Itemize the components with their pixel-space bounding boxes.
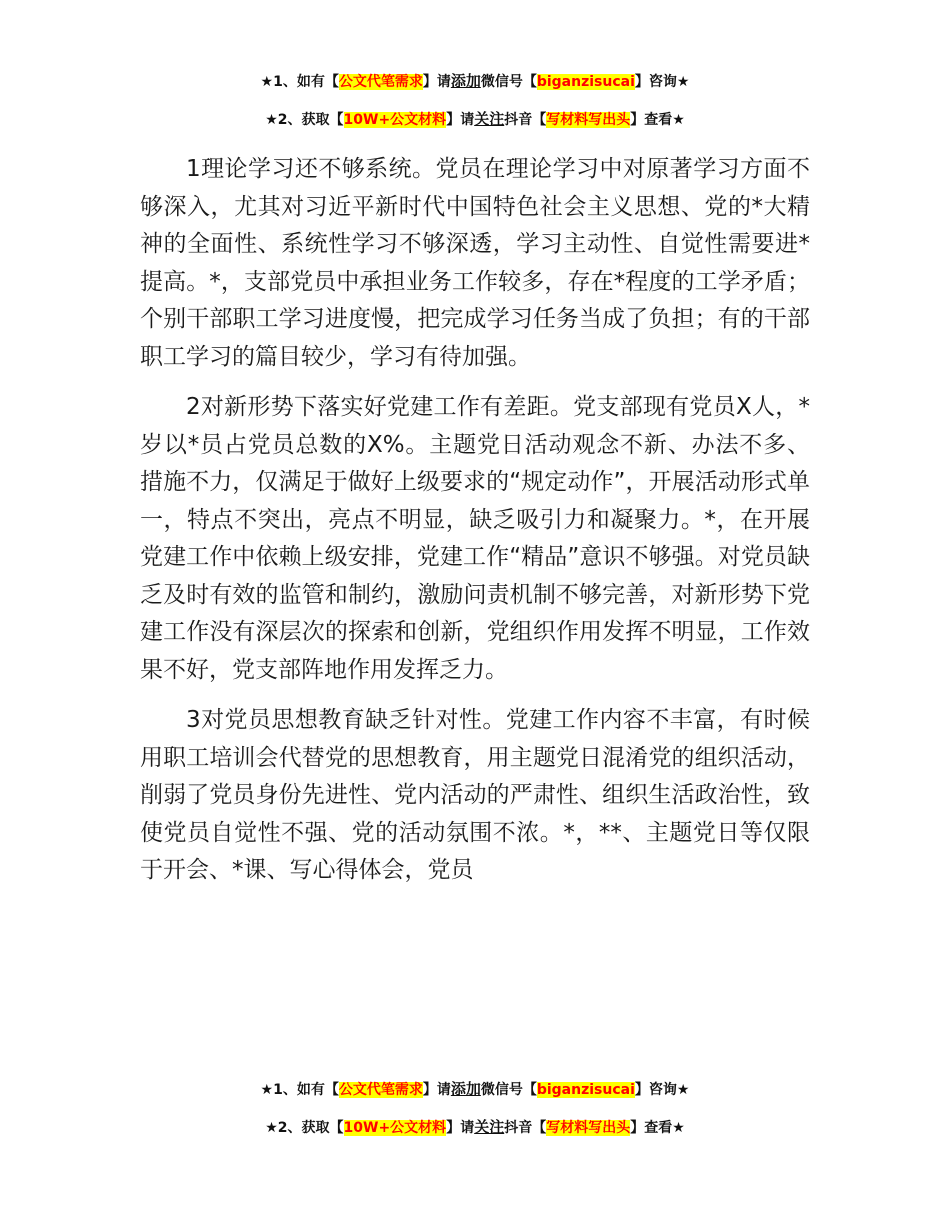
bracket: 】 bbox=[446, 112, 461, 128]
highlight-materials: 10W+公文材料 bbox=[343, 112, 447, 128]
bracket: 】 bbox=[422, 74, 437, 90]
banner-text: 抖音 bbox=[504, 112, 533, 128]
promo-banner-line-1 bbox=[0, 70, 950, 91]
underlined-add: 添加 bbox=[450, 1080, 481, 1098]
banner-text: ★1、如有 bbox=[260, 74, 325, 90]
banner-text: 请 bbox=[460, 1120, 475, 1136]
highlight-ghostwriting: 公文代笔需求 bbox=[338, 74, 423, 90]
bracket: 【 bbox=[324, 1082, 339, 1098]
bracket: 】 bbox=[630, 112, 645, 128]
bracket: 【 bbox=[532, 1120, 547, 1136]
paragraph-2: 2对新形势下落实好党建工作有差距。党支部现有党员X人，*岁以*员占党员总数的X%。主题党日活动观念不新、办法不多、措施不力，仅满足于做好上级要求的“规定动作”，开展活动形式单一，特点不突出，亮点不明显，缺乏吸引力和凝聚力。*，在开展党建工作中依赖上级安排，党建工作“精品”意识不够强。对党员缺乏及时有效的监管和制约，激励问责机制不够完善，对新形势下党建工作没有深层次的探索和创新，党组织作用发挥不明显，工作效果不好，党支部阵地作用发挥乏力。 bbox=[140, 394, 810, 683]
highlight-wechat-id: biganzisucai bbox=[536, 1082, 635, 1098]
bracket: 】 bbox=[634, 74, 649, 90]
banner-text: 抖音 bbox=[504, 1120, 533, 1136]
bracket: 【 bbox=[329, 1120, 344, 1136]
bracket: 】 bbox=[630, 1120, 645, 1136]
paragraph-1: 1理论学习还不够系统。党员在理论学习中对原著学习方面不够深入，尤其对习近平新时代中国特色社会主义思想、党的*大精神的全面性、系统性学习不够深透，学习主动性、自觉性需要进*提高。*，支部党员中承担业务工作较多，存在*程度的工学矛盾；个别干部职工学习进度慢，把完成学习任务当成了负担；有的干部职工学习的篇目较少，学习有待加强。 bbox=[140, 156, 810, 370]
highlight-douyin-account: 写材料写出头 bbox=[546, 112, 631, 128]
promo-banner-line-2-bottom bbox=[0, 1116, 950, 1137]
banner-text: 请 bbox=[436, 74, 451, 90]
promo-banner-line-1-bottom bbox=[0, 1078, 950, 1099]
highlight-wechat-id: biganzisucai bbox=[536, 74, 635, 90]
underlined-follow: 关注 bbox=[474, 110, 505, 128]
bracket: 【 bbox=[522, 1082, 537, 1098]
paragraph-3: 3对党员思想教育缺乏针对性。党建工作内容不丰富，有时候用职工培训会代替党的思想教育，用主题党日混淆党的组织活动，削弱了党员身份先进性、党内活动的严肃性、组织生活政治性，致使党员自觉性不强、党的活动氛围不浓。*，**、主题党日等仅限于开会、*课、写心得体会，党员 bbox=[140, 707, 810, 883]
banner-text: 查看★ bbox=[644, 112, 685, 128]
highlight-douyin-account: 写材料写出头 bbox=[546, 1120, 631, 1136]
banner-text: 请 bbox=[460, 112, 475, 128]
banner-text: 咨询★ bbox=[648, 74, 690, 90]
bracket: 【 bbox=[329, 112, 344, 128]
banner-text: 查看★ bbox=[644, 1120, 685, 1136]
banner-text: 咨询★ bbox=[648, 1082, 690, 1098]
banner-text: ★2、获取 bbox=[265, 112, 330, 128]
promo-banner-line-2 bbox=[0, 108, 950, 129]
document-body bbox=[140, 151, 810, 903]
highlight-ghostwriting: 公文代笔需求 bbox=[338, 1082, 423, 1098]
underlined-add: 添加 bbox=[450, 72, 481, 90]
bracket: 】 bbox=[634, 1082, 649, 1098]
banner-text: 请 bbox=[436, 1082, 451, 1098]
underlined-follow: 关注 bbox=[474, 1118, 505, 1136]
bracket: 【 bbox=[522, 74, 537, 90]
bracket: 】 bbox=[446, 1120, 461, 1136]
highlight-materials: 10W+公文材料 bbox=[343, 1120, 447, 1136]
banner-text: ★1、如有 bbox=[260, 1082, 325, 1098]
banner-text: 微信号 bbox=[480, 74, 523, 90]
bracket: 】 bbox=[422, 1082, 437, 1098]
banner-text: 微信号 bbox=[480, 1082, 523, 1098]
bracket: 【 bbox=[532, 112, 547, 128]
banner-text: ★2、获取 bbox=[265, 1120, 330, 1136]
bracket: 【 bbox=[324, 74, 339, 90]
